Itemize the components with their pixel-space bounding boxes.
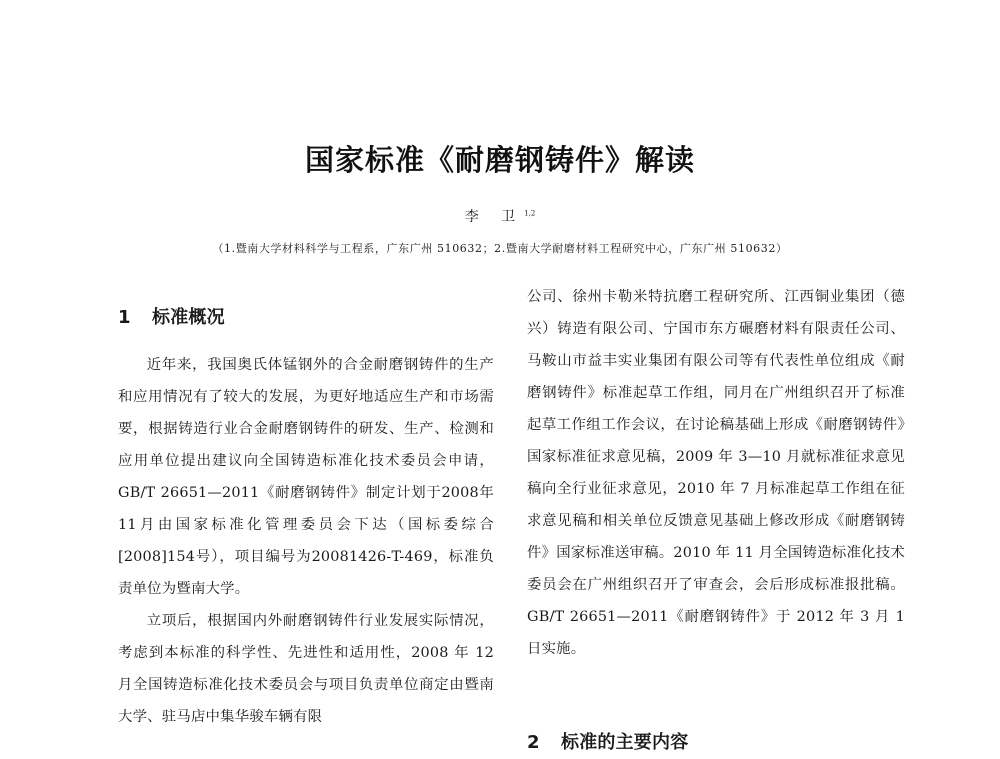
paragraph-text: 公司、徐州卡勒米特抗磨工程研究所、江西铜业集团（德兴）铸造有限公司、宁国市东方碾磨材料有限责任公司、马鞍山市益丰实业集团有限公司等有代表性单位组成《耐磨钢铸件》标准起草工作组，同月在广州组织召开了标准起草工作组工作会议，在讨论稿基础上形成《耐磨钢铸件》国家标准征求意见稿，2009 年 3—10 月就标准征求意见稿向全行业征求意见，2010 年 7 月标准起草工作组在征求意见稿和相关单位反馈意见基础上修改形成《耐磨钢铸件》国家标准送审稿。2010 年 11 月全国铸造标准化技术委员会在广州组织召开了审查会，会后形成标准报批稿。GB/T 26651—2011《耐磨钢铸件》于 2012 年 3 月 1 日实施。: [527, 289, 905, 657]
paragraph-overview-continued: [527, 281, 905, 665]
section-2-number: 2: [527, 732, 540, 753]
paragraph-overview-2: [118, 605, 494, 733]
paragraph-text: 立项后，根据国内外耐磨钢铸件行业发展实际情况，考虑到本标准的科学性、先进性和适用性，2008 年 12 月全国铸造标准化技术委员会与项目负责单位商定由暨南大学、驻马店中集华骏车辆有限: [118, 613, 494, 725]
paper-title: 国家标准《耐磨钢铸件》解读: [304, 143, 695, 177]
author-name: 李 卫: [464, 209, 525, 225]
author-line: [0, 206, 1000, 226]
affiliation: （1.暨南大学材料科学与工程系，广东广州 510632；2.暨南大学耐磨材料工程研究中心，广东广州 510632）: [212, 242, 788, 255]
section-1-title: 标准概况: [152, 307, 225, 328]
section-2-title: 标准的主要内容: [561, 732, 689, 753]
paragraph-text: 近年来，我国奥氏体锰钢外的合金耐磨钢铸件的生产和应用情况有了较大的发展，为更好地适应生产和市场需要，根据铸造行业合金耐磨钢铸件的研发、生产、检测和应用单位提出建议向全国铸造标准化技术委员会申请，GB/T 26651—2011《耐磨钢铸件》制定计划于2008年11月由国家标准化管理委员会下达（国标委综合[2008]154号），项目编号为20081426-T-469，标准负责单位为暨南大学。: [118, 357, 494, 597]
author-affiliation-mark: 1,2: [524, 209, 536, 218]
section-1-heading: [118, 302, 225, 334]
paragraph-overview-1: [118, 349, 494, 605]
section-1-number: 1: [118, 307, 131, 328]
section-2-heading: [527, 727, 688, 759]
